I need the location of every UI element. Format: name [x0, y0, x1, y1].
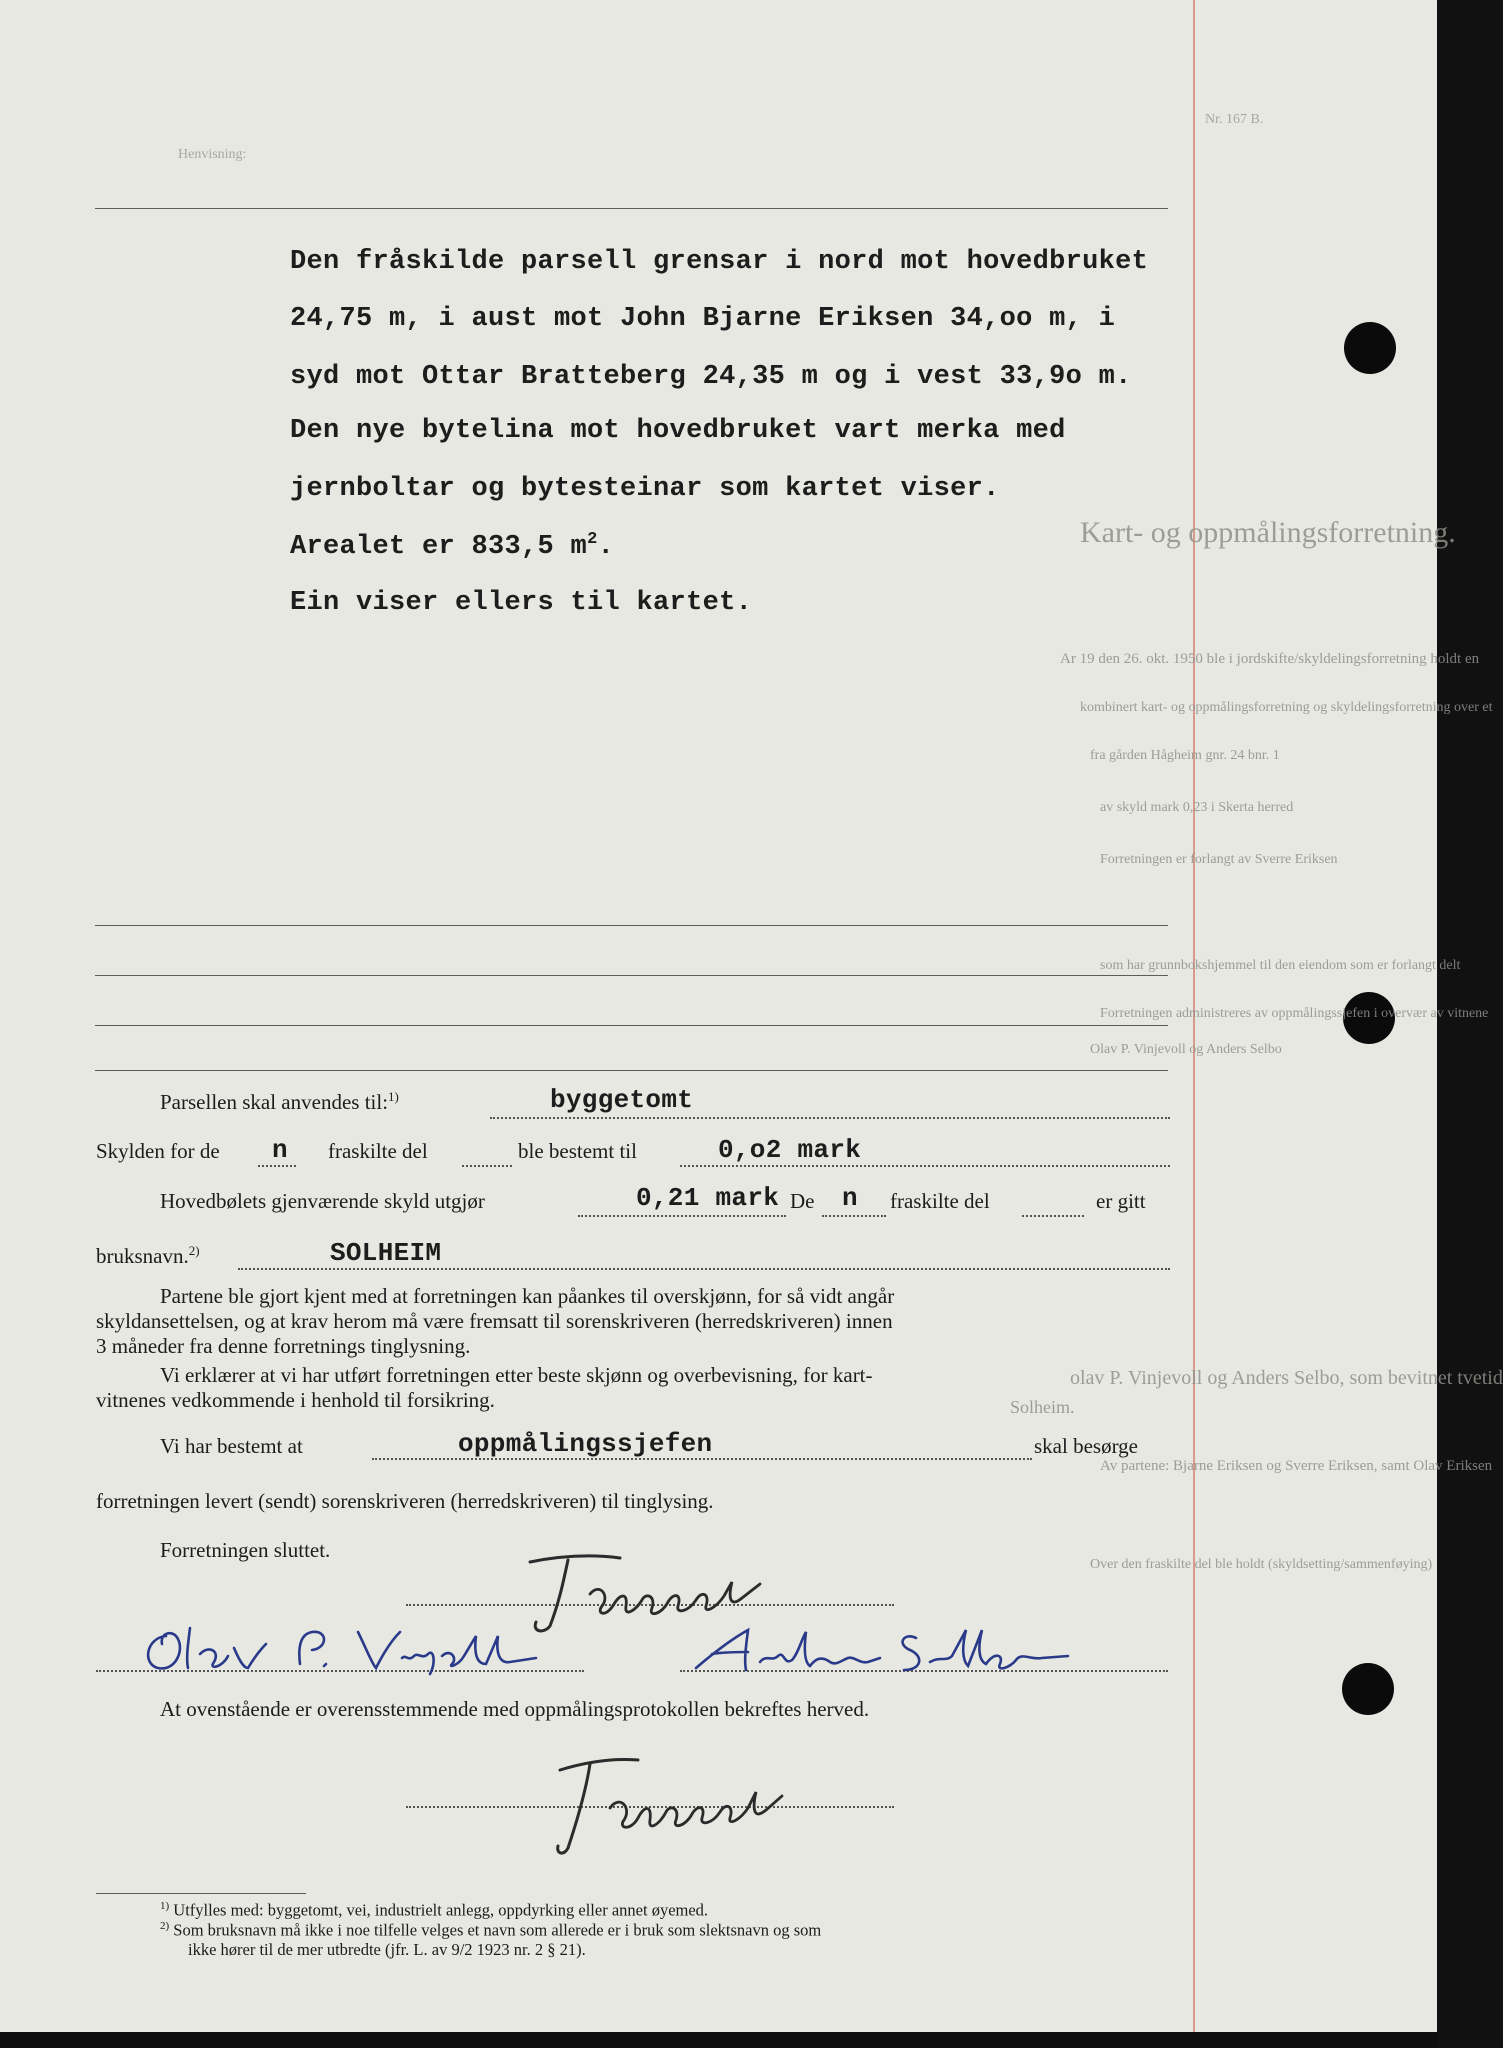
bleed-line: Olav P. Vinjevoll og Anders Selbo [1090, 1042, 1282, 1057]
fill-line [258, 1165, 296, 1167]
footnote-rule [96, 1893, 306, 1894]
remaining-label: Hovedbølets gjenværende skyld utgjør [160, 1189, 485, 1213]
fill-line [462, 1165, 512, 1167]
fill-line [490, 1117, 1170, 1119]
witness-signature-1 [136, 1618, 556, 1680]
bleed-line: Ar 19 den 26. okt. 1950 ble i jordskifte/skyldelingsforretning holdt en [1060, 651, 1480, 667]
certification-text: At ovenstående er overensstemmende med oppmålingsprotokollen bekreftes herved. [160, 1697, 870, 1721]
bleed-line: Forretningen er forlangt av Sverre Eriksen [1100, 852, 1338, 867]
tax-value: 0,o2 mark [718, 1135, 862, 1165]
bleed-line: Over den fraskilte del ble holdt (skyldsetting/sammenføying) [1090, 1557, 1433, 1572]
ruled-line [95, 925, 1168, 926]
fill-line [822, 1215, 886, 1217]
remaining-n: n [842, 1183, 858, 1213]
witness-signature-2 [690, 1622, 1110, 1682]
remaining-de: De [790, 1189, 815, 1213]
remaining-label-b: fraskilte del [890, 1189, 990, 1213]
bleed-line: Solheim. [1010, 1397, 1075, 1417]
footnote-1: $^{1)}$ Utfylles med: byggetomt, vei, industrielt anlegg, oppdyrking eller annet øyemed. [160, 1900, 709, 1920]
responsible-line-2: forretningen levert (sendt) sorenskriveren (herredskriveren) til tinglysing. [96, 1489, 714, 1513]
bleed-line: av skyld mark 0,23 i Skerta herred [1100, 800, 1294, 815]
ruled-line [95, 1025, 1168, 1026]
description-line: syd mot Ottar Bratteberg 24,35 m og i vest 33,9o m. [290, 362, 1132, 392]
remaining-label-c: er gitt [1096, 1189, 1146, 1213]
description-line: jernboltar og bytesteinar som kartet viser. [290, 474, 1000, 504]
header-stamp: Nr. 167 B. [1205, 112, 1264, 127]
footnote-2: $^{2)}$ Som bruksnavn må ikke i noe tilfelle velges et navn som allerede er i bruk som slektsnavn og som [160, 1920, 822, 1940]
declaration-paragraph-line: vitnenes vedkommende i henhold til forsikring. [96, 1388, 495, 1412]
name-label: bruksnavn.$^{2)}$ [96, 1243, 200, 1268]
appeal-paragraph-line: 3 måneder fra denne forretnings tinglysning. [96, 1334, 471, 1358]
ruled-line [95, 208, 1168, 209]
margin-rule [1193, 0, 1195, 2048]
henvisning-label: Henvisning: [178, 147, 247, 162]
ruled-line [95, 975, 1168, 976]
punch-hole-top [1344, 322, 1396, 374]
use-label: Parsellen skal anvendes til:$^{1)}$ [160, 1089, 399, 1114]
tax-label-c: ble bestemt til [518, 1139, 637, 1163]
responsible-label-a: Vi har bestemt at [160, 1434, 303, 1458]
punch-hole-bottom [1342, 1663, 1394, 1715]
tax-label-a: Skylden for de [96, 1139, 220, 1163]
description-line: Den fråskilde parsell grensar i nord mot hovedbruket [290, 247, 1149, 277]
bleed-heading: Kart- og oppmålingsforretning. [1080, 516, 1456, 549]
scan-edge [0, 2032, 1437, 2048]
description-line: Den nye bytelina mot hovedbruket vart merka med [290, 416, 1066, 446]
bleed-line: som har grunnbokshjemmel til den eiendom som er forlangt delt [1100, 958, 1461, 973]
ruled-line [95, 1070, 1168, 1071]
description-line: 24,75 m, i aust mot John Bjarne Eriksen 34,oo m, i [290, 304, 1116, 334]
appeal-paragraph-line: Partene ble gjort kjent med at forretningen kan påankes til overskjønn, for så vidt angår [160, 1284, 895, 1308]
closed-label: Forretningen sluttet. [160, 1538, 331, 1562]
closing-line: Ein viser ellers til kartet. [290, 588, 753, 618]
bleed-line: Av partene: Bjarne Eriksen og Sverre Eriksen, samt Olav Eriksen [1100, 1458, 1493, 1474]
bleed-line: kombinert kart- og oppmålingsforretning og skyldelingsforretning over et [1080, 700, 1493, 715]
tax-n: n [272, 1135, 288, 1165]
use-value: byggetomt [550, 1085, 694, 1115]
name-value: SOLHEIM [330, 1238, 442, 1268]
responsible-label-b: skal besørge [1034, 1434, 1139, 1458]
remaining-value: 0,21 mark [636, 1183, 780, 1213]
responsible-value: oppmålingssjefen [458, 1429, 713, 1459]
bleed-line: Forretningen administreres av oppmålingssjefen i overvær av vitnene [1100, 1006, 1489, 1021]
fill-line [680, 1165, 1170, 1167]
fill-line [578, 1215, 786, 1217]
declaration-paragraph-line: Vi erklærer at vi har utført forretningen etter beste skjønn og overbevisning, for kart- [160, 1363, 873, 1387]
fill-line [1022, 1215, 1084, 1217]
bleed-line: olav P. Vinjevoll og Anders Selbo, som bevitnet tvetid [1070, 1367, 1503, 1389]
appeal-paragraph-line: skyldansettelsen, og at krav herom må være fremsatt til sorenskriveren (herredskriveren) innen [96, 1309, 893, 1333]
bleed-line: fra gården Hågheim gnr. 24 bnr. 1 [1090, 748, 1280, 763]
tax-label-b: fraskilte del [328, 1139, 428, 1163]
surveyor-signature-2 [540, 1748, 820, 1860]
area-line: Arealet er 833,5 $m^2$. [290, 530, 615, 562]
footnote-2-continued: ikke hører til de mer utbredte (jfr. L. av 9/2 1923 nr. 2 § 21). [188, 1940, 586, 1959]
fill-line [238, 1268, 1170, 1270]
